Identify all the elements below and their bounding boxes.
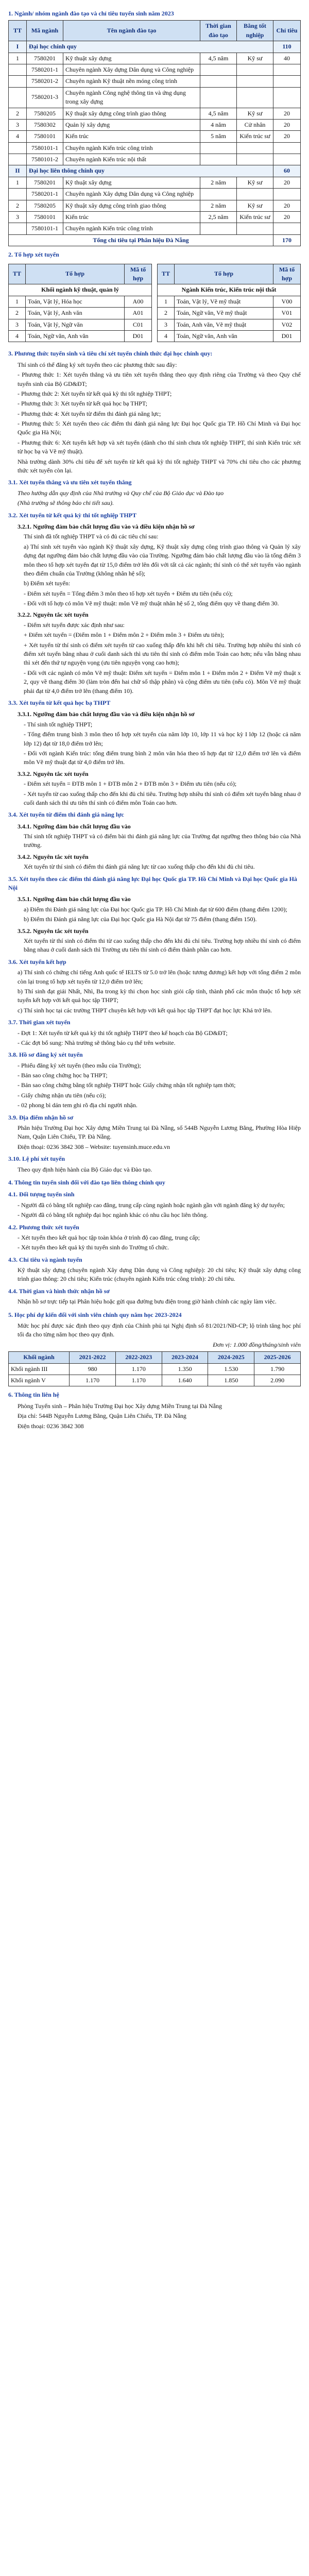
program-name: Chuyên ngành Công nghệ thông tin và ứng dụng trong xây dựng bbox=[63, 87, 200, 108]
paragraph: Theo hướng dẫn quy định của Nhà trường và Quy chế của Bộ Giáo dục và Đào tạo bbox=[18, 489, 224, 497]
program-row bbox=[9, 154, 301, 165]
program-quota bbox=[273, 76, 301, 87]
combos-right-body bbox=[158, 296, 301, 342]
group-title: Đại học chính quy bbox=[27, 41, 273, 53]
section3-intro bbox=[8, 361, 301, 476]
combo-row bbox=[9, 330, 152, 342]
program-name: Kỹ thuật xây dựng công trình giao thông bbox=[63, 108, 200, 119]
paragraph: Thí sinh tốt nghiệp THPT và có điểm bài thi đánh giá năng lực của Trường đạt ngưỡng theo thông báo của Nhà trường. bbox=[24, 833, 301, 849]
program-tt: 2 bbox=[9, 200, 27, 211]
program-time bbox=[200, 154, 237, 165]
s38-body bbox=[8, 1061, 301, 1110]
s351-title: 3.5.1. Ngưỡng đảm bảo chất lượng đầu vào bbox=[18, 895, 131, 903]
paragraph: - Bản sao công chứng học bạ THPT; bbox=[18, 1072, 108, 1079]
program-quota bbox=[273, 223, 301, 234]
combo-code: V02 bbox=[273, 319, 301, 330]
fees-cell: 980 bbox=[70, 1363, 116, 1375]
s33-title: 3.3. Xét tuyển từ kết quả học bạ THPT bbox=[8, 699, 111, 706]
fees-cell: 1.530 bbox=[208, 1363, 254, 1375]
combo-row bbox=[9, 308, 152, 319]
program-degree bbox=[237, 87, 273, 108]
program-name: Chuyên ngành Kiến trúc công trình bbox=[63, 142, 200, 154]
combos-right-col-name: Tổ hợp bbox=[175, 264, 273, 284]
fees-cell: 1.640 bbox=[162, 1375, 208, 1386]
col-code: Mã ngành bbox=[27, 21, 63, 41]
paragraph: Kỹ thuật xây dựng (chuyên ngành Xây dựng Dân dụng và Công nghiệp): 20 chỉ tiêu; Kỹ thuật xây dựng công trình giao thông: 20 chỉ tiêu; Kiến trúc (chuyên ngành Kiến trúc công trình): 20 chỉ tiêu. bbox=[18, 1266, 301, 1283]
s41-title: 4.1. Đối tượng tuyển sinh bbox=[8, 1191, 75, 1198]
fees-intro: Mức học phí được xác định theo quy định của Chính phủ tại Nghị định số 81/2021/NĐ-CP; lộ trình tăng học phí tối đa cho từng năm học theo quy định. bbox=[18, 1322, 301, 1338]
programs-body bbox=[9, 41, 301, 246]
fees-head bbox=[9, 1352, 301, 1363]
program-time bbox=[200, 189, 237, 200]
combo-tt: 1 bbox=[158, 296, 175, 307]
program-tt bbox=[9, 154, 27, 165]
paragraph: Theo quy định hiện hành của Bộ Giáo dục và Đào tạo. bbox=[18, 1165, 152, 1173]
program-degree: Kỹ sư bbox=[237, 108, 273, 119]
program-tt: 2 bbox=[9, 108, 27, 119]
combos-left-col-tt: TT bbox=[9, 264, 26, 284]
program-quota bbox=[273, 142, 301, 154]
program-quota: 20 bbox=[273, 200, 301, 211]
paragraph: - Đợt 1: Xét tuyển từ kết quả kỳ thi tốt nghiệp THPT theo kế hoạch của Bộ GD&ĐT; bbox=[18, 1029, 228, 1037]
s322-title: 3.2.2. Nguyên tắc xét tuyển bbox=[18, 611, 89, 619]
group-total: 110 bbox=[273, 41, 301, 53]
program-row bbox=[9, 108, 301, 119]
s341-body bbox=[8, 832, 301, 850]
s36-body bbox=[8, 968, 301, 1015]
fees-cell: 2.090 bbox=[254, 1375, 301, 1386]
program-name: Chuyên ngành Kỹ thuật nền móng công trình bbox=[63, 76, 200, 87]
paragraph: - Xét tuyển theo kết quả học tập toàn khóa ở trình độ cao đẳng, trung cấp; bbox=[18, 1233, 200, 1241]
program-code: 7580201-1 bbox=[27, 64, 63, 75]
s352-title: 3.5.2. Nguyên tắc xét tuyển bbox=[18, 927, 89, 935]
program-row bbox=[9, 131, 301, 142]
program-name: Kỹ thuật xây dựng công trình giao thông bbox=[63, 200, 200, 211]
program-row bbox=[9, 64, 301, 75]
paragraph: - Bản sao công chứng bằng tốt nghiệp THPT hoặc Giấy chứng nhận tốt nghiệp tạm thời; bbox=[18, 1081, 236, 1089]
programs-total-row bbox=[9, 234, 301, 246]
paragraph: - Tổng điểm trung bình 3 môn theo tổ hợp xét tuyển của năm lớp 10, lớp 11 và học kỳ I lớp 12 (hoặc cả năm lớp 12) đạt từ 18,0 điểm trở lên; bbox=[24, 731, 301, 747]
combos-right-col-code: Mã tổ hợp bbox=[273, 264, 301, 284]
paragraph: + Xét tuyển từ thí sinh có điểm xét tuyển từ cao xuống thấp đến khi hết chỉ tiêu. Trường hợp nhiều thí sinh có điểm xét tuyển bằng nhau ở cuối danh sách thì ưu tiên thí sinh có điểm môn Toán cao hơn; nếu vẫn bằng nhau thì xét đến thứ tự nguyện vọng (ưu tiên nguyện vọng cao hơn); bbox=[24, 641, 301, 667]
paragraph: - Người đã có bằng tốt nghiệp cao đẳng, trung cấp cùng ngành hoặc ngành gần với ngành đăng ký dự tuyển; bbox=[18, 1201, 285, 1209]
s44-title: 4.4. Thời gian và hình thức nhận hồ sơ bbox=[8, 1287, 110, 1295]
program-time: 5 năm bbox=[200, 131, 237, 142]
paragraph: - Phiếu đăng ký xét tuyển (theo mẫu của Trường); bbox=[18, 1061, 141, 1069]
program-time: 4,5 năm bbox=[200, 108, 237, 119]
program-tt bbox=[9, 87, 27, 108]
paragraph: - Điểm xét tuyển được xác định như sau: bbox=[24, 621, 125, 629]
fees-cell: 1.790 bbox=[254, 1363, 301, 1375]
paragraph: - Phương thức 3: Xét tuyển từ kết quả học bạ THPT; bbox=[18, 400, 147, 408]
paragraph: - Đối với các ngành có môn Vẽ mỹ thuật: Điểm xét tuyển = Điểm môn 1 + Điểm môn 2 + Điểm Vẽ mỹ thuật x 2, quy về thang điểm 30 (làm tròn đến hai chữ số thập phân) và cộng điểm ưu tiên (nếu có). Môn Vẽ mỹ thuật phải đạt từ 4,0 điểm trở lên (thang điểm 10). bbox=[24, 669, 301, 694]
program-code: 7580205 bbox=[27, 200, 63, 211]
program-code: 7580101-1 bbox=[27, 223, 63, 234]
paragraph: - Đối với ngành Kiến trúc: tổng điểm trung bình 2 môn văn hóa theo tổ hợp đạt từ 12,0 điểm trở lên và điểm môn Vẽ mỹ thuật đạt từ 4,0 điểm trở lên. bbox=[24, 749, 301, 766]
program-time: 2,5 năm bbox=[200, 212, 237, 223]
program-code: 7580201-1 bbox=[27, 189, 63, 200]
s35-title: 3.5. Xét tuyển theo các điểm thi đánh giá năng lực Đại học Quốc gia TP. Hồ Chí Minh và Đại học Quốc gia Hà Nội bbox=[8, 875, 297, 892]
paragraph: - Xét tuyển từ cao xuống thấp cho đến khi đủ chỉ tiêu. Trường hợp nhiều thí sinh có điểm xét tuyển bằng nhau ở cuối danh sách thì ưu tiên thí sinh có điểm môn Toán cao hơn. bbox=[24, 790, 301, 806]
combo-name: Toán, Ngữ văn, Vẽ mỹ thuật bbox=[175, 308, 273, 319]
paragraph: - Điểm xét tuyển = Tổng điểm 3 môn theo tổ hợp xét tuyển + Điểm ưu tiên (nếu có); bbox=[24, 589, 233, 597]
s331-body bbox=[8, 720, 301, 767]
group-no: I bbox=[9, 41, 27, 53]
combo-name: Toán, Ngữ văn, Anh văn bbox=[175, 330, 273, 342]
combo-name: Toán, Vật lý, Anh văn bbox=[26, 308, 125, 319]
program-degree: Kỹ sư bbox=[237, 177, 273, 188]
combo-tt: 4 bbox=[9, 330, 26, 342]
s43-title: 4.3. Chỉ tiêu và ngành tuyển bbox=[8, 1256, 82, 1263]
program-name: Chuyên ngành Xây dựng Dân dụng và Công nghiệp bbox=[63, 189, 200, 200]
program-row bbox=[9, 53, 301, 64]
s322-body bbox=[8, 621, 301, 696]
s342-body bbox=[8, 862, 301, 871]
combo-tt: 1 bbox=[9, 296, 26, 307]
combo-row bbox=[158, 330, 301, 342]
program-row bbox=[9, 200, 301, 211]
program-quota: 20 bbox=[273, 108, 301, 119]
paragraph: - Thí sinh tốt nghiệp THPT; bbox=[24, 720, 93, 728]
s310-title: 3.10. Lệ phí xét tuyển bbox=[8, 1155, 65, 1163]
combos-right-table bbox=[157, 264, 301, 343]
program-group-row bbox=[9, 165, 301, 177]
combo-tt: 2 bbox=[158, 308, 175, 319]
fees-header-cell: 2024-2025 bbox=[208, 1352, 254, 1363]
program-name: Kỹ thuật xây dựng bbox=[63, 53, 200, 64]
paragraph: b) Thí sinh đạt giải Nhất, Nhì, Ba trong kỳ thi chọn học sinh giỏi cấp tỉnh, thành phố các môn thuộc tổ hợp xét tuyển kết hợp với kết quả học tập THPT; bbox=[18, 987, 301, 1004]
s43-body bbox=[8, 1266, 301, 1284]
combo-row bbox=[9, 296, 152, 307]
combo-name: Toán, Vật lý, Hóa học bbox=[26, 296, 125, 307]
program-name: Kiến trúc bbox=[63, 131, 200, 142]
s31-body bbox=[8, 489, 301, 508]
program-degree bbox=[237, 154, 273, 165]
s39-body bbox=[8, 1124, 301, 1151]
paragraph: Điện thoại: 0236 3842 308 – Website: tuyensinh.muce.edu.vn bbox=[18, 1143, 170, 1150]
programs-total-value: 170 bbox=[273, 234, 301, 246]
program-tt: 3 bbox=[9, 119, 27, 130]
fees-cell: 1.350 bbox=[162, 1363, 208, 1375]
program-degree: Kiến trúc sư bbox=[237, 212, 273, 223]
col-tt: TT bbox=[9, 21, 27, 41]
combo-code: V01 bbox=[273, 308, 301, 319]
section1-title: 1. Ngành/ nhóm ngành đào tạo và chỉ tiêu tuyển sinh năm 2023 bbox=[8, 10, 174, 17]
program-name: Chuyên ngành Kiến trúc nội thất bbox=[63, 154, 200, 165]
paragraph: - Phương thức 1: Xét tuyển thẳng và ưu tiên xét tuyển thẳng theo quy định riêng của Trường và theo Quy chế tuyển sinh của Bộ GD&ĐT; bbox=[18, 371, 301, 387]
program-time bbox=[200, 142, 237, 154]
program-tt bbox=[9, 223, 27, 234]
program-code: 7580201-2 bbox=[27, 76, 63, 87]
programs-table bbox=[8, 20, 301, 246]
program-degree bbox=[237, 223, 273, 234]
paragraph: a) Thí sinh xét tuyển vào ngành Kỹ thuật xây dựng, Kỹ thuật xây dựng công trình giao thông và Quản lý xây dựng đạt ngưỡng đảm bảo chất lượng đầu vào của Trường. Ngưỡng đảm bảo chất lượng đầu vào là tổng điểm 3 môn theo tổ hợp xét tuyển đạt từ 15,0 điểm trở lên đối với tất cả các ngành; thí sinh có thể xét tuyển vào ngành theo điểm chuẩn của Trường (không nhân hệ số); bbox=[24, 543, 301, 577]
s39-title: 3.9. Địa điểm nhận hồ sơ bbox=[8, 1113, 74, 1121]
program-group-row bbox=[9, 41, 301, 53]
program-time bbox=[200, 223, 237, 234]
program-time bbox=[200, 76, 237, 87]
group-total: 60 bbox=[273, 165, 301, 177]
combo-row bbox=[158, 308, 301, 319]
program-quota: 20 bbox=[273, 119, 301, 130]
program-code: 7580101 bbox=[27, 131, 63, 142]
program-row bbox=[9, 119, 301, 130]
fees-header-cell: 2022-2023 bbox=[115, 1352, 162, 1363]
combo-code: V00 bbox=[273, 296, 301, 307]
section5-title: 5. Học phí dự kiến đối với sinh viên chính quy năm học 2023-2024 bbox=[8, 1311, 182, 1318]
paragraph: b) Điểm thi Đánh giá năng lực của Đại học Quốc gia Hà Nội đạt từ 75 điểm (thang điểm 150). bbox=[24, 916, 257, 923]
program-tt bbox=[9, 142, 27, 154]
fees-cell: 1.170 bbox=[115, 1375, 162, 1386]
paragraph: (Nhà trường sẽ thông báo chi tiết sau). bbox=[18, 499, 114, 507]
combo-tt: 3 bbox=[158, 319, 175, 330]
combo-tt: 4 bbox=[158, 330, 175, 342]
s44-body bbox=[8, 1297, 301, 1306]
combos-right-caption: Ngành Kiến trúc, Kiến trúc nội thất bbox=[158, 284, 301, 296]
paragraph: - Điểm xét tuyển = ĐTB môn 1 + ĐTB môn 2 + ĐTB môn 3 + Điểm ưu tiên (nếu có); bbox=[24, 780, 237, 788]
combo-code: D01 bbox=[273, 330, 301, 342]
col-name: Tên ngành đào tạo bbox=[63, 21, 200, 41]
program-row bbox=[9, 189, 301, 200]
program-row bbox=[9, 223, 301, 234]
paragraph: - Giấy chứng nhận ưu tiên (nếu có); bbox=[18, 1091, 106, 1099]
program-code: 7580205 bbox=[27, 108, 63, 119]
program-time: 4 năm bbox=[200, 119, 237, 130]
fees-header-cell: Khối ngành bbox=[9, 1352, 70, 1363]
paragraph: Thí sinh đã tốt nghiệp THPT và có đủ các tiêu chí sau: bbox=[24, 533, 159, 540]
combos-left-caption: Khối ngành kỹ thuật, quản lý bbox=[9, 284, 152, 296]
paragraph: a) Thí sinh có chứng chỉ tiếng Anh quốc tế IELTS từ 5.0 trở lên (hoặc tương đương) kết hợp với tổng điểm 2 môn còn lại trong tổ hợp xét tuyển từ 12,0 điểm trở lên; bbox=[18, 969, 301, 985]
s41-body bbox=[8, 1201, 301, 1220]
program-quota bbox=[273, 87, 301, 108]
fees-cell: 1.850 bbox=[208, 1375, 254, 1386]
combo-row bbox=[9, 319, 152, 330]
section2-title: 2. Tổ hợp xét tuyển bbox=[8, 251, 59, 259]
combo-tt: 2 bbox=[9, 308, 26, 319]
paragraph: - Các đợt bổ sung: Nhà trường sẽ thông báo cụ thể trên website. bbox=[18, 1039, 176, 1046]
combos-left-col-code: Mã tổ hợp bbox=[125, 264, 152, 284]
program-degree: Kỹ sư bbox=[237, 53, 273, 64]
fees-header-cell: 2021-2022 bbox=[70, 1352, 116, 1363]
paragraph: - Đối với tổ hợp có môn Vẽ mỹ thuật: môn Vẽ mỹ thuật nhân hệ số 2, tổng điểm quy về thang điểm 30. bbox=[24, 600, 279, 607]
group-title: Đại học liên thông chính quy bbox=[27, 165, 273, 177]
section4-title: 4. Thông tin tuyển sinh đối với đào tạo liên thông chính quy bbox=[8, 1178, 165, 1186]
paragraph: a) Điểm thi Đánh giá năng lực của Đại học Quốc gia TP. Hồ Chí Minh đạt từ 600 điểm (thang điểm 1200); bbox=[24, 905, 287, 913]
fees-cell: 1.170 bbox=[115, 1363, 162, 1375]
program-code: 7580101-1 bbox=[27, 142, 63, 154]
paragraph: Phòng Tuyển sinh – Phân hiệu Trường Đại học Xây dựng Miền Trung tại Đà Nẵng bbox=[18, 1402, 222, 1410]
program-time bbox=[200, 87, 237, 108]
paragraph: - Người đã có bằng tốt nghiệp đại học ngành khác có nhu cầu học liên thông. bbox=[18, 1211, 208, 1219]
paragraph: Nhà trường dành 30% chỉ tiêu để xét tuyển từ kết quả kỳ thi tốt nghiệp THPT và 70% chỉ tiêu cho các phương thức xét tuyển còn lại. bbox=[18, 457, 301, 474]
s38-title: 3.8. Hồ sơ đăng ký xét tuyển bbox=[8, 1051, 83, 1059]
section3-title: 3. Phương thức tuyển sinh và tiêu chí xét tuyển chính thức đại học chính quy: bbox=[8, 350, 213, 358]
program-degree: Cử nhân bbox=[237, 119, 273, 130]
paragraph: - Phương thức 4: Xét tuyển từ điểm thi đánh giá năng lực; bbox=[18, 410, 161, 417]
program-name: Kiến trúc bbox=[63, 212, 200, 223]
paragraph: Thí sinh có thể đăng ký xét tuyển theo các phương thức sau đây: bbox=[18, 361, 177, 368]
paragraph: b) Điểm xét tuyển: bbox=[24, 580, 71, 587]
program-tt bbox=[9, 189, 27, 200]
fees-cell: 1.170 bbox=[70, 1375, 116, 1386]
combo-name: Toán, Vật lý, Vẽ mỹ thuật bbox=[175, 296, 273, 307]
program-degree: Kỹ sư bbox=[237, 200, 273, 211]
section6-title: 6. Thông tin liên hệ bbox=[8, 1391, 59, 1399]
program-quota bbox=[273, 64, 301, 75]
program-quota: 20 bbox=[273, 177, 301, 188]
fees-row bbox=[9, 1375, 301, 1386]
fees-table bbox=[8, 1351, 301, 1386]
combos-left-body bbox=[9, 296, 152, 342]
program-time: 2 năm bbox=[200, 200, 237, 211]
program-time: 2 năm bbox=[200, 177, 237, 188]
contact-body bbox=[8, 1402, 301, 1431]
program-code: 7580201-3 bbox=[27, 87, 63, 108]
program-time: 4,5 năm bbox=[200, 53, 237, 64]
paragraph: Địa chỉ: 544B Nguyễn Lương Bằng, Quận Liên Chiểu, TP. Đà Nẵng bbox=[18, 1412, 186, 1420]
paragraph: Điện thoại: 0236 3842 308 bbox=[18, 1422, 84, 1430]
combo-name: Toán, Vật lý, Ngữ văn bbox=[26, 319, 125, 330]
program-quota: 20 bbox=[273, 212, 301, 223]
program-degree: Kiến trúc sư bbox=[237, 131, 273, 142]
s42-body bbox=[8, 1233, 301, 1252]
s351-body bbox=[8, 905, 301, 924]
s352-body bbox=[8, 937, 301, 955]
paragraph: - Phương thức 2: Xét tuyển từ kết quả kỳ thi tốt nghiệp THPT; bbox=[18, 389, 172, 397]
s332-body bbox=[8, 779, 301, 807]
paragraph: Nhận hồ sơ trực tiếp tại Phân hiệu hoặc gửi qua đường bưu điện trong giờ hành chính các ngày làm việc. bbox=[18, 1298, 277, 1306]
paragraph: - Phương thức 5: Xét tuyển theo các điểm thi đánh giá năng lực Đại học Quốc gia TP. Hồ Chí Minh và Đại học Quốc gia Hà Nội; bbox=[18, 420, 301, 436]
program-name: Kỹ thuật xây dựng bbox=[63, 177, 200, 188]
paragraph: - Xét tuyển theo kết quả kỳ thi tuyển sinh do Trường tổ chức. bbox=[18, 1244, 169, 1251]
combo-row bbox=[158, 319, 301, 330]
s341-title: 3.4.1. Ngưỡng đảm bảo chất lượng đầu vào bbox=[18, 822, 131, 830]
program-degree bbox=[237, 64, 273, 75]
col-quota: Chỉ tiêu bbox=[273, 21, 301, 41]
program-tt: 1 bbox=[9, 53, 27, 64]
s37-body bbox=[8, 1029, 301, 1048]
program-tt: 1 bbox=[9, 177, 27, 188]
program-tt: 4 bbox=[9, 131, 27, 142]
s36-title: 3.6. Xét tuyển kết hợp bbox=[8, 958, 66, 965]
s331-title: 3.3.1. Ngưỡng đảm bảo chất lượng đầu vào và điều kiện nhận hồ sơ bbox=[18, 710, 195, 718]
paragraph: Xét tuyển từ thí sinh có điểm thi đánh giá năng lực từ cao xuống thấp cho đến khi đủ chỉ tiêu. bbox=[24, 863, 255, 871]
paragraph: Phân hiệu Trường Đại học Xây dựng Miền Trung tại Đà Nẵng, số 544B Nguyễn Lương Bằng, Phường Hòa Hiệp Nam, Quận Liên Chiểu, TP. Đà Nẵng. bbox=[18, 1124, 301, 1141]
program-row bbox=[9, 87, 301, 108]
program-code: 7580201 bbox=[27, 53, 63, 64]
program-quota bbox=[273, 154, 301, 165]
combos-left-table bbox=[8, 264, 152, 343]
fees-unit: Đơn vị: 1.000 đồng/tháng/sinh viên bbox=[213, 1341, 301, 1348]
s321-body bbox=[8, 532, 301, 608]
combo-name: Toán, Ngữ văn, Anh văn bbox=[26, 330, 125, 342]
combo-code: D01 bbox=[125, 330, 152, 342]
s32-title: 3.2. Xét tuyển từ kết quả kỳ thi tốt nghiệp THPT bbox=[8, 511, 137, 519]
s42-title: 4.2. Phương thức xét tuyển bbox=[8, 1223, 79, 1231]
fees-cell: Khối ngành V bbox=[9, 1375, 70, 1386]
program-quota: 20 bbox=[273, 131, 301, 142]
program-time bbox=[200, 64, 237, 75]
program-name: Chuyên ngành Xây dựng Dân dụng và Công nghiệp bbox=[63, 64, 200, 75]
program-name: Quản lý xây dựng bbox=[63, 119, 200, 130]
program-row bbox=[9, 212, 301, 223]
col-degree: Bằng tốt nghiệp bbox=[237, 21, 273, 41]
combo-name: Toán, Anh văn, Vẽ mỹ thuật bbox=[175, 319, 273, 330]
program-code: 7580101-2 bbox=[27, 154, 63, 165]
combo-code: A00 bbox=[125, 296, 152, 307]
combos-wrap bbox=[8, 262, 301, 346]
s342-title: 3.4.2. Nguyên tắc xét tuyển bbox=[18, 853, 89, 860]
program-tt bbox=[9, 76, 27, 87]
program-code: 7580101 bbox=[27, 212, 63, 223]
s34-title: 3.4. Xét tuyển từ điểm thi đánh giá năng lực bbox=[8, 811, 124, 819]
s310-body bbox=[8, 1165, 301, 1174]
program-quota bbox=[273, 189, 301, 200]
combo-tt: 3 bbox=[9, 319, 26, 330]
programs-total-label: Tổng chỉ tiêu tại Phân hiệu Đà Nẵng bbox=[9, 234, 273, 246]
combo-code: A01 bbox=[125, 308, 152, 319]
combos-left-col-name: Tổ hợp bbox=[26, 264, 125, 284]
paragraph: + Điểm xét tuyển = (Điểm môn 1 + Điểm môn 2 + Điểm môn 3 + Điểm ưu tiên); bbox=[24, 631, 225, 639]
s321-title: 3.2.1. Ngưỡng đảm bảo chất lượng đầu vào và điều kiện nhận hồ sơ bbox=[18, 522, 195, 530]
paragraph: - 02 phong bì dán tem ghi rõ địa chỉ người nhận. bbox=[18, 1101, 138, 1109]
program-tt: 3 bbox=[9, 212, 27, 223]
program-row bbox=[9, 142, 301, 154]
s37-title: 3.7. Thời gian xét tuyển bbox=[8, 1019, 71, 1026]
combos-right-col-tt: TT bbox=[158, 264, 175, 284]
paragraph: c) Thí sinh học tại các trường THPT chuyên kết hợp với kết quả học tập THPT đạt học lực Khá trở lên. bbox=[18, 1006, 272, 1014]
s31-title: 3.1. Xét tuyển thẳng và ưu tiên xét tuyển thẳng bbox=[8, 479, 132, 486]
program-quota: 40 bbox=[273, 53, 301, 64]
s332-title: 3.3.2. Nguyên tắc xét tuyển bbox=[18, 770, 89, 777]
paragraph: - Phương thức 6: Xét tuyển kết hợp và xét tuyển (dành cho thí sinh chưa tốt nghiệp THPT, thí sinh Kiến trúc xét từ học bạ và Vẽ mỹ thuật). bbox=[18, 438, 301, 455]
program-degree bbox=[237, 76, 273, 87]
program-row bbox=[9, 76, 301, 87]
fees-body bbox=[9, 1363, 301, 1386]
program-degree bbox=[237, 142, 273, 154]
combo-row bbox=[158, 296, 301, 307]
paragraph: Xét tuyển từ thí sinh có điểm thi từ cao xuống thấp cho đến khi đủ chỉ tiêu. Trường hợp nhiều thí sinh có điểm bằng nhau ở cuối danh sách thì Trường ưu tiên thí sinh có điểm thành phần cao hơn. bbox=[24, 937, 301, 954]
program-name: Chuyên ngành Kiến trúc công trình bbox=[63, 223, 200, 234]
program-code: 7580201 bbox=[27, 177, 63, 188]
fees-header-cell: 2023-2024 bbox=[162, 1352, 208, 1363]
program-tt bbox=[9, 64, 27, 75]
program-row bbox=[9, 177, 301, 188]
program-code: 7580302 bbox=[27, 119, 63, 130]
col-time: Thời gian đào tạo bbox=[200, 21, 237, 41]
program-degree bbox=[237, 189, 273, 200]
combo-code: C01 bbox=[125, 319, 152, 330]
fees-header-cell: 2025-2026 bbox=[254, 1352, 301, 1363]
fees-cell: Khối ngành III bbox=[9, 1363, 70, 1375]
group-no: II bbox=[9, 165, 27, 177]
fees-row bbox=[9, 1363, 301, 1375]
